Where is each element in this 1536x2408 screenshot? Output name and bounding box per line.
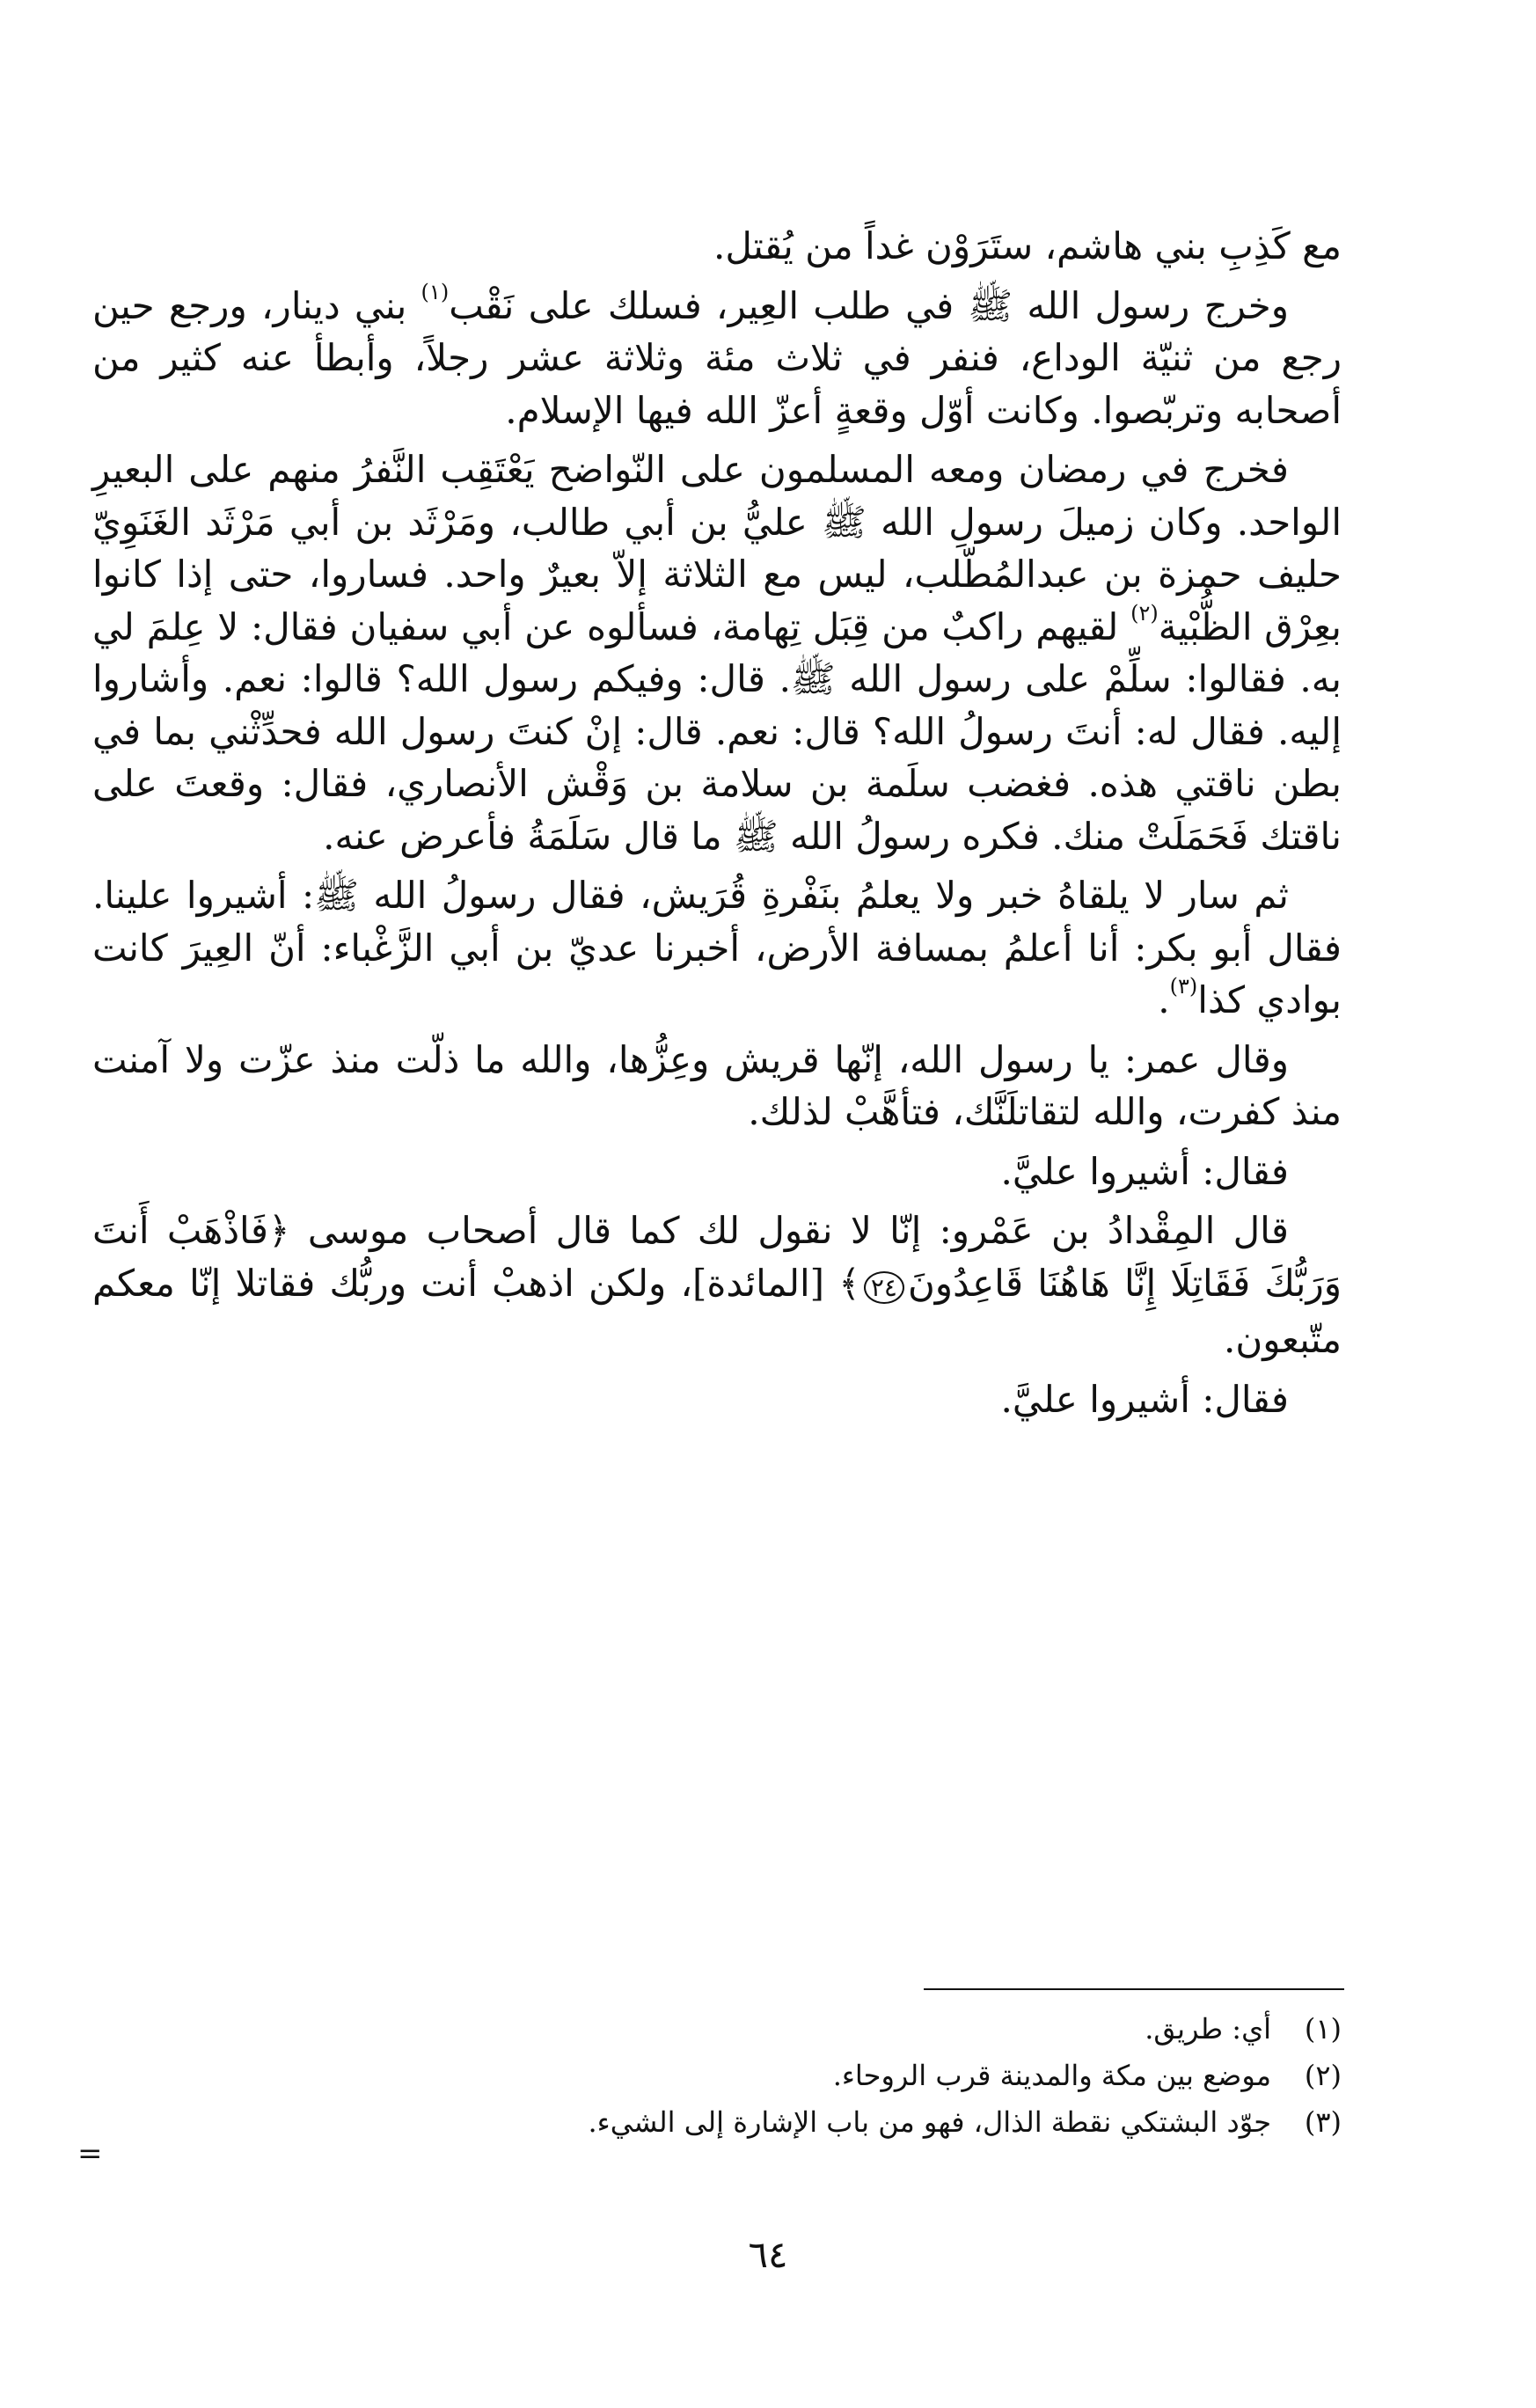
paragraph-3 (92, 443, 1342, 862)
paragraph-8 (92, 1373, 1342, 1426)
paragraph-2 (92, 280, 1342, 437)
paragraph-1 (92, 220, 1342, 273)
paragraph-text: ثم سار لا يلقاهُ خبر ولا يعلمُ بنَفْرةِ قُرَيش، فقال رسولُ الله ﷺ: أشيروا علينا. فقال أبو بكر: أنا أعلمُ بمسافة الأرض، أخبرنا عديّ بن أبي الزَّغْباء: أنّ العِيرَ كانت بوادي كذا (92, 874, 1342, 1021)
paragraph-text: مع كَذِبِ بني هاشم، ستَرَوْن غداً من يُقتل. (713, 224, 1342, 267)
footnote-number: (١) (1304, 2012, 1342, 2046)
paragraph-6 (92, 1145, 1342, 1198)
paragraph-text-cont: ﴾ [المائدة]، ولكن اذهبْ أنت وربُّك فقاتلا إنّا معكم متّبعون. (92, 1261, 1342, 1361)
paragraph-5 (92, 1034, 1342, 1138)
footnote-text: موضع بين مكة والمدينة قرب الروحاء. (832, 2059, 1271, 2092)
paragraph-text: وخرج رسول الله ﷺ في طلب العِير، فسلك على نَقْب (449, 283, 1290, 327)
paragraph-7 (92, 1204, 1342, 1366)
paragraph-text: وقال عمر: يا رسول الله، إنّها قريش وعِزُّها، والله ما ذلّت منذ عزّت ولا آمنت منذ كفرت، والله لتقاتلَنَّك، فتأهَّبْ لذلك. (92, 1037, 1342, 1133)
footnote-1 (92, 2006, 1342, 2053)
footnote-text: جوّد البشتكي نقطة الذال، فهو من باب الإشارة إلى الشيء. (588, 2105, 1271, 2139)
paragraph-text: قال المِقْدادُ بن عَمْرو: إنّا لا نقول لك كما قال أصحاب موسى ﴿فَاذْهَبْ أَنتَ وَرَبُّكَ فَقَاتِلَا إِنَّا هَاهُنَا قَاعِدُونَ (92, 1209, 1342, 1305)
paragraph-4 (92, 869, 1342, 1027)
paragraph-text-cont: لقيهم راكبٌ من قِبَل تِهامة، فسألوه عن أبي سفيان فقال: لا عِلمَ لي به. فقالوا: سلِّمْ على رسول الله ﷺ. قال: وفيكم رسول الله؟ قالوا: نعم. وأشاروا إليه. فقال له: أنتَ رسولُ الله؟ قال: نعم. قال: إنْ كنتَ رسول الله فحدِّثْني بما في بطن ناقتي هذه. فغضب سلَمة بن سلامة بن وَقْش الأنصاري، فقال: وقعتَ على ناقتك فَحَمَلَتْ منك. فكره رسولُ الله ﷺ ما قال سَلَمَةُ فأعرض عنه. (92, 604, 1342, 858)
footnote-text: أي: طريق. (1145, 2012, 1271, 2046)
footnote-number: (٣) (1304, 2105, 1342, 2139)
paragraph-text: فخرج في رمضان ومعه المسلمون على النّواضح يَعْتَقِب النَّفرُ منهم على البعيرِ الواحد. وكان زميلَ رسولِ الله ﷺ عليُّ بن أبي طالب، ومَرْثَد بن أبي مَرْثَد الغَنَوِيّ حليف حمزة بن عبدالمُطّلب، ليس مع الثلاثة إلاّ بعيرٌ واحد. فساروا، حتى إذا كانوا بعِرْق الظُّبْية (92, 448, 1342, 648)
footnote-ref-1[interactable]: (١) (421, 279, 450, 304)
main-text (92, 220, 1342, 1432)
paragraph-text-cont: . (1158, 978, 1170, 1021)
page-number: ٦٤ (748, 2233, 788, 2276)
footnote-ref-2[interactable]: (٢) (1130, 600, 1159, 626)
ayah-number: ٢٤ (864, 1271, 904, 1304)
paragraph-text-cont: بني دينار، ورجع حين رجع من ثنيّة الوداع، فنفر في ثلاث مئة وثلاثة عشر رجلاً، وأبطأ عنه كثير من أصحابه وتربّصوا. وكانت أوّل وقعةٍ أعزّ الله فيها الإسلام. (92, 283, 1342, 432)
footnotes (92, 2006, 1342, 2146)
footnote-ref-3[interactable]: (٣) (1169, 974, 1198, 999)
footnote-separator (924, 1988, 1344, 1990)
paragraph-text: فقال: أشيروا عليَّ. (1000, 1377, 1289, 1421)
footnote-2 (92, 2053, 1342, 2099)
footnote-3 (92, 2099, 1342, 2146)
paragraph-text: فقال: أشيروا عليَّ. (1000, 1149, 1289, 1193)
footnote-number: (٢) (1304, 2059, 1342, 2092)
continuation-mark: = (77, 2136, 103, 2171)
